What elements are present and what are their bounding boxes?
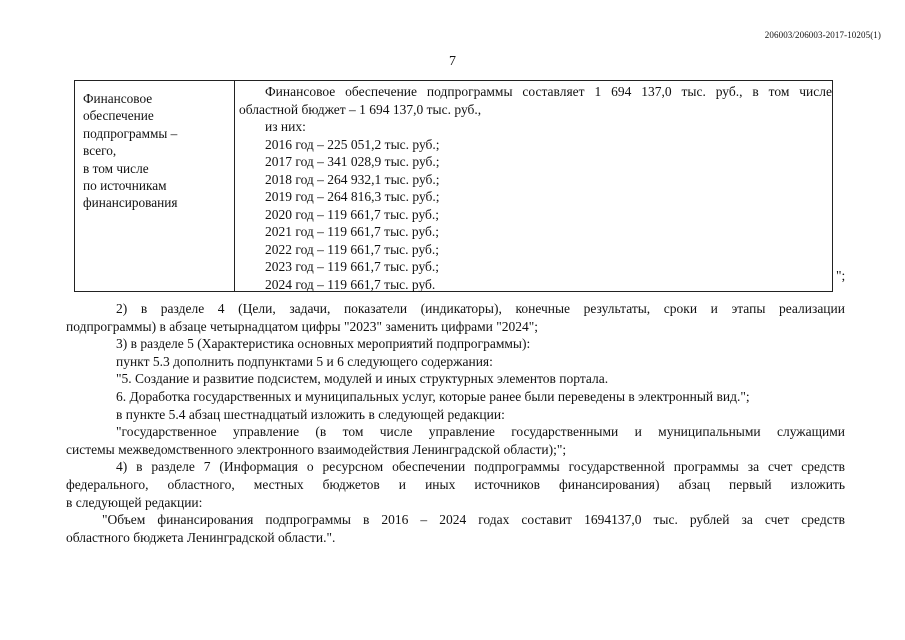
year-row: 2021 год – 119 661,7 тыс. руб.; [265,224,440,239]
paragraph-line: федерального, областного, местных бюджетов и иных источников финансирования) абзац первый изложить [66,476,845,492]
year-row: 2020 год – 119 661,7 тыс. руб.; [265,206,440,222]
table-closing-quote: "; [836,268,846,283]
document-id: 206003/206003-2017-10205(1) [764,30,881,40]
paragraph-line: 4) в разделе 7 (Информация о ресурсном обеспечении подпрограммы государственной программы за счет средств [116,459,845,475]
year-row: 2024 год – 119 661,7 тыс. руб. [265,276,436,292]
label-line: финансирования [83,195,178,211]
paragraph-line: 2) в разделе 4 (Цели, задачи, показатели (индикаторы), конечные результаты, сроки и этапы реализации [116,301,845,316]
year-row: 2017 год – 341 028,9 тыс. руб.; [265,154,440,169]
label-line: в том числе [83,160,149,176]
paragraph-line: областного бюджета Ленинградской области.". [66,529,336,545]
paragraph-line: "государственное управление (в том числе управление государственными и муниципальными служащими [116,424,845,440]
label-line: Финансовое [83,91,153,106]
financing-table [74,80,833,292]
label-line: подпрограммы – [83,125,178,141]
from-them-line: из них: [265,119,306,134]
paragraph-line: пункт 5.3 дополнить подпунктами 5 и 6 следующего содержания: [116,353,493,369]
table-value-cell [235,81,832,291]
label-line: обеспечение [83,108,154,124]
paragraph-line: "5. Создание и развитие подсистем, модулей и иных структурных элементов портала. [116,371,609,387]
paragraph-line: в следующей редакции: [66,494,203,510]
label-line: всего, [83,143,117,159]
paragraph-line: в пункте 5.4 абзац шестнадцатый изложить в следующей редакции: [116,406,505,422]
paragraph-line: "Объем финансирования подпрограммы в 2016 – 2024 годах составит 1694137,0 тыс. рублей за счет средств [102,512,845,528]
paragraph-line: 3) в разделе 5 (Характеристика основных мероприятий подпрограммы): [116,336,531,352]
year-row: 2018 год – 264 932,1 тыс. руб.; [265,171,440,187]
year-row: 2016 год – 225 051,2 тыс. руб.; [265,136,440,152]
year-row: 2022 год – 119 661,7 тыс. руб.; [265,241,440,257]
page-number: 7 [449,54,456,69]
label-line: по источникам [83,178,167,194]
paragraph-line: 6. Доработка государственных и муниципальных услуг, которые ранее были переведены в электронный вид."; [116,388,750,404]
regional-budget-line: областной бюджет – 1 694 137,0 тыс. руб., [239,101,482,117]
year-row: 2019 год – 264 816,3 тыс. руб.; [265,189,440,204]
paragraph-line: подпрограммы) в абзаце четырнадцатом цифры "2023" заменить цифрами "2024"; [66,318,538,334]
financing-total-line: Финансовое обеспечение подпрограммы составляет 1 694 137,0 тыс. руб., в том числе [265,84,832,99]
amendment-text [66,300,845,546]
paragraph-line: системы межведомственного электронного взаимодействия Ленинградской области);"; [66,441,567,457]
year-row: 2023 год – 119 661,7 тыс. руб.; [265,259,440,274]
table-label-cell [75,81,235,291]
